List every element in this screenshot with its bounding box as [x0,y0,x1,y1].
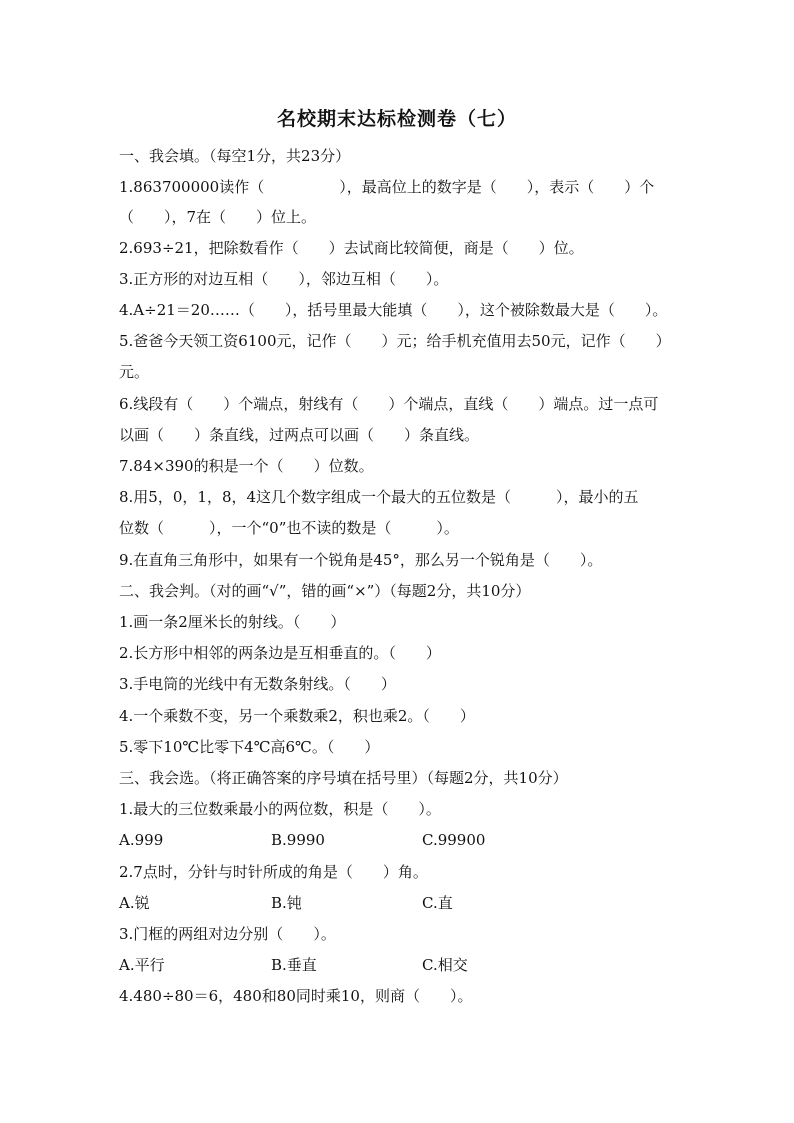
s1-line-4: 3.正方形的对边互相（ ），邻边互相（ ）。 [119,270,449,288]
s1-line-13: 9.在直角三角形中，如果有一个锐角是45°，那么另一个锐角是（ ）。 [119,551,603,569]
option-c: C.99900 [422,831,486,849]
option-b: B.钝 [271,894,302,912]
section3-heading: 三、我会选。（将正确答案的序号填在括号里）（每题2分，共10分） [119,769,568,787]
section1-heading: 一、我会填。（每空1分，共23分） [119,147,351,165]
s2-line-4: 4.一个乘数不变，另一个乘数乘2，积也乘2。（ ） [119,707,475,725]
s1-line-8: 6.线段有（ ）个端点，射线有（ ）个端点，直线（ ）端点。过一点可 [119,395,659,413]
s3-q1-stem: 1.最大的三位数乘最小的两位数，积是（ ）。 [119,800,441,818]
s1-line-3: 2.693÷21，把除数看作（ ）去试商比较简便，商是（ ）位。 [119,239,584,257]
s3-q4-stem: 4.480÷80＝6，480和80同时乘10，则商（ ）。 [119,987,473,1005]
s1-line-1: 1.863700000读作（ ），最高位上的数字是（ ），表示（ ）个 [119,178,655,196]
s1-line-9: 以画（ ）条直线，过两点可以画（ ）条直线。 [119,426,480,444]
s1-line-12: 位数（ ），一个“0”也不读的数是（ ）。 [119,519,459,537]
s3-q2-stem: 2.7点时，分针与时针所成的角是（ ）角。 [119,863,428,881]
option-c: C.直 [422,894,453,912]
option-a: A.999 [119,831,164,849]
option-b: B.垂直 [271,956,317,974]
s2-line-2: 2.长方形中相邻的两条边是互相垂直的。（ ） [119,644,441,662]
s1-line-10: 7.84×390的积是一个（ ）位数。 [119,457,374,475]
s1-line-6: 5.爸爸今天领工资6100元，记作（ ）元；给手机充值用去50元，记作（ ） [119,332,671,350]
option-a: A.锐 [119,894,150,912]
option-b: B.9990 [271,831,325,849]
s3-q3-stem: 3.门框的两组对边分别（ ）。 [119,925,336,943]
s2-line-5: 5.零下10℃比零下4℃高6℃。（ ） [119,738,380,756]
option-c: C.相交 [422,956,468,974]
option-a: A.平行 [119,956,165,974]
s2-line-1: 1.画一条2厘米长的射线。（ ） [119,613,346,631]
section2-heading: 二、我会判。（对的画“√”，错的画“×”）（每题2分，共10分） [119,582,531,600]
exam-title: 名校期末达标检测卷（七） [276,108,517,130]
s2-line-3: 3.手电筒的光线中有无数条射线。（ ） [119,675,396,693]
s1-line-7: 元。 [119,363,150,381]
s1-line-5: 4.A÷21＝20……（ ），括号里最大能填（ ），这个被除数最大是（ ）。 [119,301,668,319]
s1-line-2: （ ），7在（ ）位上。 [119,208,317,226]
s1-line-11: 8.用5，0，1，8，4这几个数字组成一个最大的五位数是（ ），最小的五 [119,488,639,506]
